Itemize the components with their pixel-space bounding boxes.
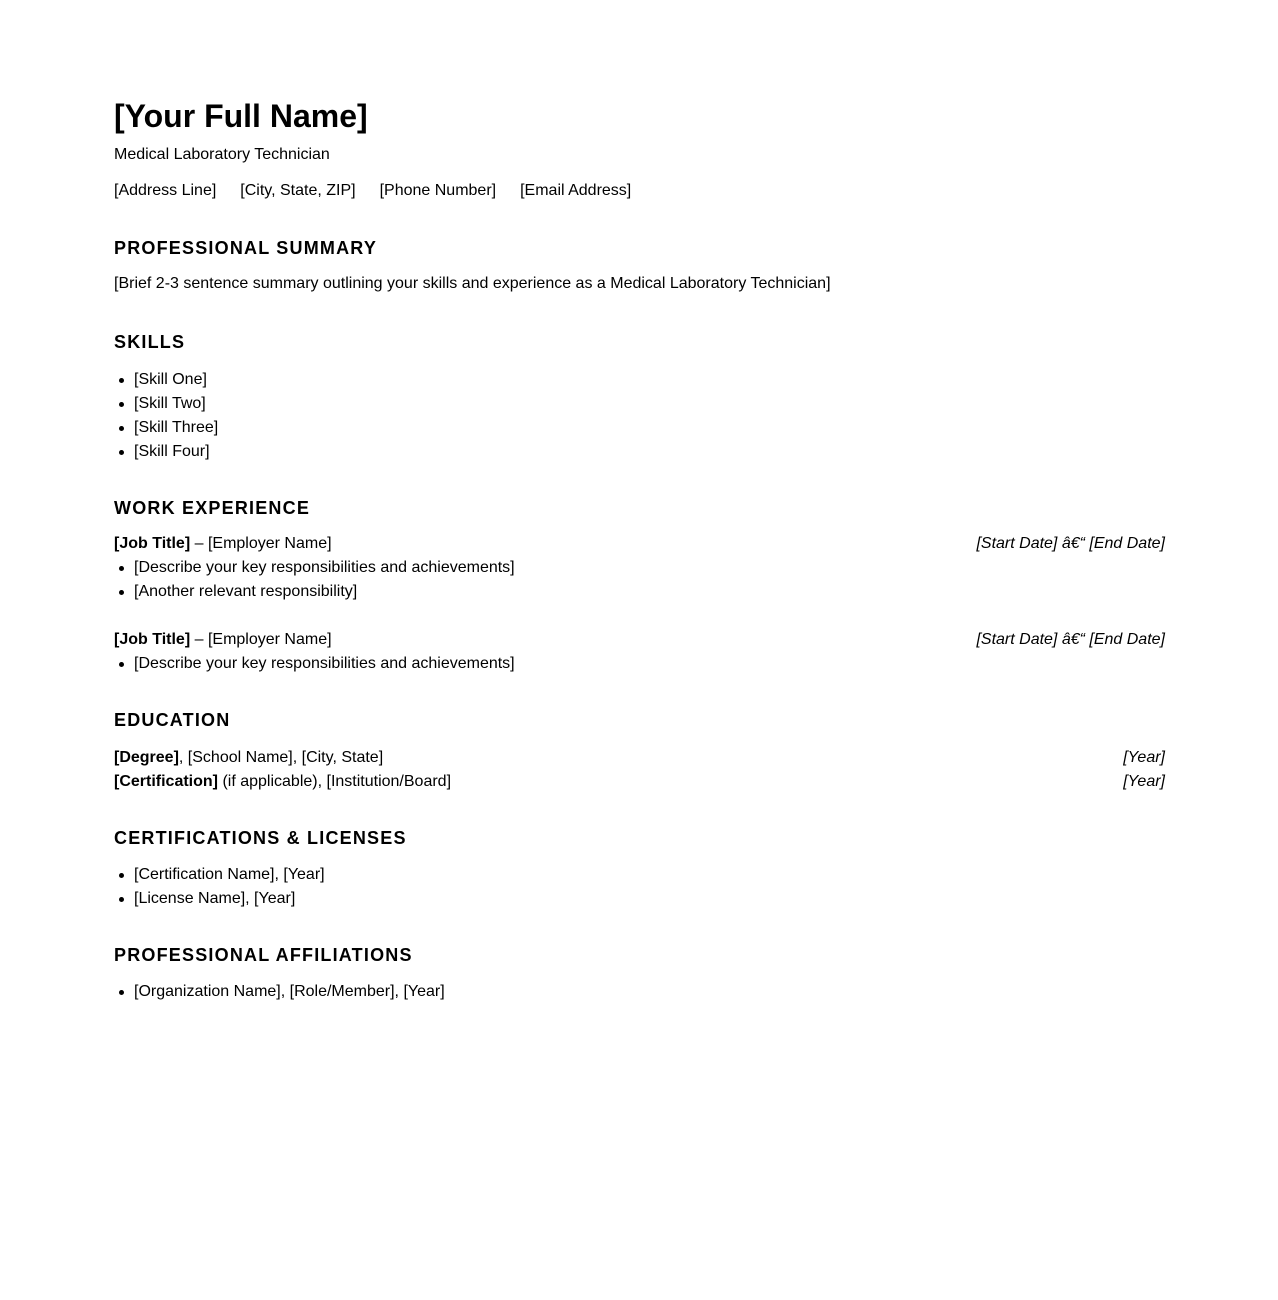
summary-heading: PROFESSIONAL SUMMARY xyxy=(114,238,378,258)
certifications-heading: CERTIFICATIONS & LICENSES xyxy=(114,828,407,848)
contact-address: [Address Line] xyxy=(114,182,217,199)
education-year: [Year] xyxy=(1123,749,1165,766)
education-entry xyxy=(114,770,1165,794)
education-heading: EDUCATION xyxy=(114,710,231,730)
education-entry xyxy=(114,746,1165,770)
affiliation-item: [Organization Name], [Role/Member], [Year] xyxy=(114,980,1165,1004)
job-dates: [Start Date] â€“ [End Date] xyxy=(976,631,1165,648)
experience-heading: WORK EXPERIENCE xyxy=(114,498,311,518)
responsibility-item: [Another relevant responsibility] xyxy=(114,580,1165,604)
education-year: [Year] xyxy=(1123,773,1165,790)
job-title: [Job Title] xyxy=(114,631,191,648)
job-dates: [Start Date] â€“ [End Date] xyxy=(976,535,1165,552)
job-header xyxy=(114,532,1165,556)
institution-info: (if applicable), [Institution/Board] xyxy=(218,773,452,790)
contact-city-state-zip: [City, State, ZIP] xyxy=(240,182,356,199)
job-entry xyxy=(114,532,1165,604)
school-info: , [School Name], [City, State] xyxy=(178,749,384,766)
job-responsibilities xyxy=(114,556,1165,604)
certifications-list xyxy=(114,863,1165,911)
summary-text: [Brief 2-3 sentence summary outlining your skills and experience as a Medical Laboratory Technician] xyxy=(114,275,831,292)
contact-line xyxy=(114,181,1165,201)
responsibility-item: [Describe your key responsibilities and achievements] xyxy=(114,652,1165,676)
job-employer: – [Employer Name] xyxy=(190,535,332,552)
skills-list xyxy=(114,368,1165,464)
job-responsibilities xyxy=(114,652,1165,676)
skills-heading: SKILLS xyxy=(114,332,186,352)
degree: [Degree] xyxy=(114,749,179,766)
full-name: [Your Full Name] xyxy=(114,98,368,134)
certification-item: [Certification Name], [Year] xyxy=(114,863,1165,887)
job-employer: – [Employer Name] xyxy=(190,631,332,648)
job-title-subtitle: Medical Laboratory Technician xyxy=(114,146,330,163)
education-detail xyxy=(114,770,451,794)
job-header xyxy=(114,628,1165,652)
skill-item: [Skill Four] xyxy=(114,440,1165,464)
job-role xyxy=(114,628,332,652)
affiliations-heading: PROFESSIONAL AFFILIATIONS xyxy=(114,945,413,965)
skill-item: [Skill One] xyxy=(114,368,1165,392)
skill-item: [Skill Three] xyxy=(114,416,1165,440)
contact-phone: [Phone Number] xyxy=(379,182,497,199)
job-role xyxy=(114,532,332,556)
job-entry xyxy=(114,628,1165,676)
responsibility-item: [Describe your key responsibilities and achievements] xyxy=(114,556,1165,580)
education-detail xyxy=(114,746,383,770)
certification: [Certification] xyxy=(114,773,218,790)
job-title: [Job Title] xyxy=(114,535,191,552)
certification-item: [License Name], [Year] xyxy=(114,887,1165,911)
resume-content xyxy=(114,96,1165,1004)
education-list xyxy=(114,746,1165,794)
contact-email: [Email Address] xyxy=(520,182,632,199)
skill-item: [Skill Two] xyxy=(114,392,1165,416)
affiliations-list xyxy=(114,980,1165,1004)
